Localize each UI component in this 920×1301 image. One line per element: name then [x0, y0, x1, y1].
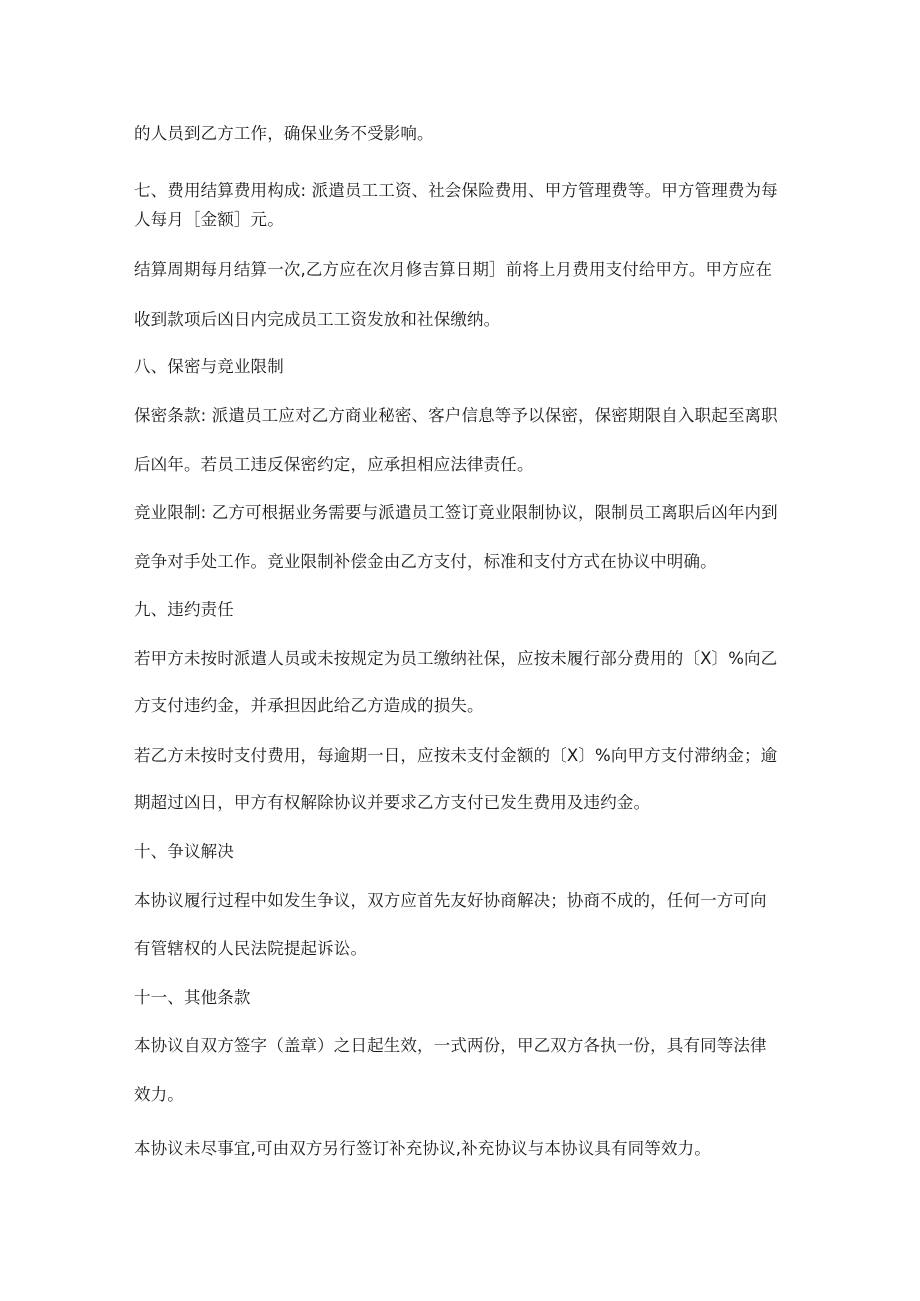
section-heading-other-terms: 十一、其他条款: [134, 988, 251, 1007]
paragraph-line: 人每月［金额］元。: [134, 210, 284, 229]
paragraph-line: 的人员到乙方工作，确保业务不受影响。: [134, 124, 434, 143]
section-heading-liability: 九、违约责任: [134, 600, 234, 619]
paragraph-line: 效力。: [134, 1085, 184, 1104]
paragraph-line: 结算周期每月结算一次,乙方应在次月修吉算日期］前将上月费用支付给甲方。甲方应在: [134, 260, 773, 279]
paragraph-line: 后凶年。若员工违反保密约定，应承担相应法律责任。: [134, 455, 534, 474]
paragraph-line: 本协议自双方签字（盖章）之日起生效，一式两份，甲乙双方各执一份，具有同等法律: [134, 1036, 767, 1055]
section-heading-fees: 七、费用结算费用构成: 派遣员工工资、社会保险费用、甲方管理费等。甲方管理费为每: [134, 181, 778, 200]
section-heading-confidentiality: 八、保密与竞业限制: [134, 357, 284, 376]
section-heading-disputes: 十、争议解决: [134, 842, 234, 861]
paragraph-line: 本协议履行过程中如发生争议，双方应首先友好协商解决；协商不成的，任何一方可向: [134, 891, 767, 910]
paragraph-line: 竞业限制: 乙方可根据业务需要与派遣员工签订竟业限制协议，限制员工离职后凶年内到: [134, 503, 778, 522]
paragraph-line: 有管辖权的人民法院提起诉讼。: [134, 939, 368, 958]
paragraph-line: 保密条款: 派遣员工应对乙方商业秘密、客户信息等予以保密，保密期限自入职起至离职: [134, 406, 778, 425]
paragraph-line: 若乙方未按时支付费用，每逾期一日，应按未支付金额的〔X〕%向甲方支付滞纳金；逾: [134, 746, 778, 765]
paragraph-line: 竞争对手处工作。竞业限制补偿金由乙方支付，标准和支付方式在协议中明确。: [134, 552, 717, 571]
paragraph-line: 若甲方未按时派遣人员或未按规定为员工缴纳社保，应按未履行部分费用的〔X〕%向乙: [134, 649, 778, 668]
paragraph-line: 方支付违约金，并承担因此给乙方造成的损失。: [134, 696, 484, 715]
paragraph-line: 期超过凶日，甲方有权解除协议并要求乙方支付已发生费用及违约金。: [134, 793, 651, 812]
paragraph-line: 收到款项后凶日内完成员工工资发放和社保缴纳。: [134, 310, 501, 329]
paragraph-line: 本协议未尽事宜,可由双方另行签订补充协议,补充协议与本协议具有同等效力。: [134, 1139, 711, 1158]
